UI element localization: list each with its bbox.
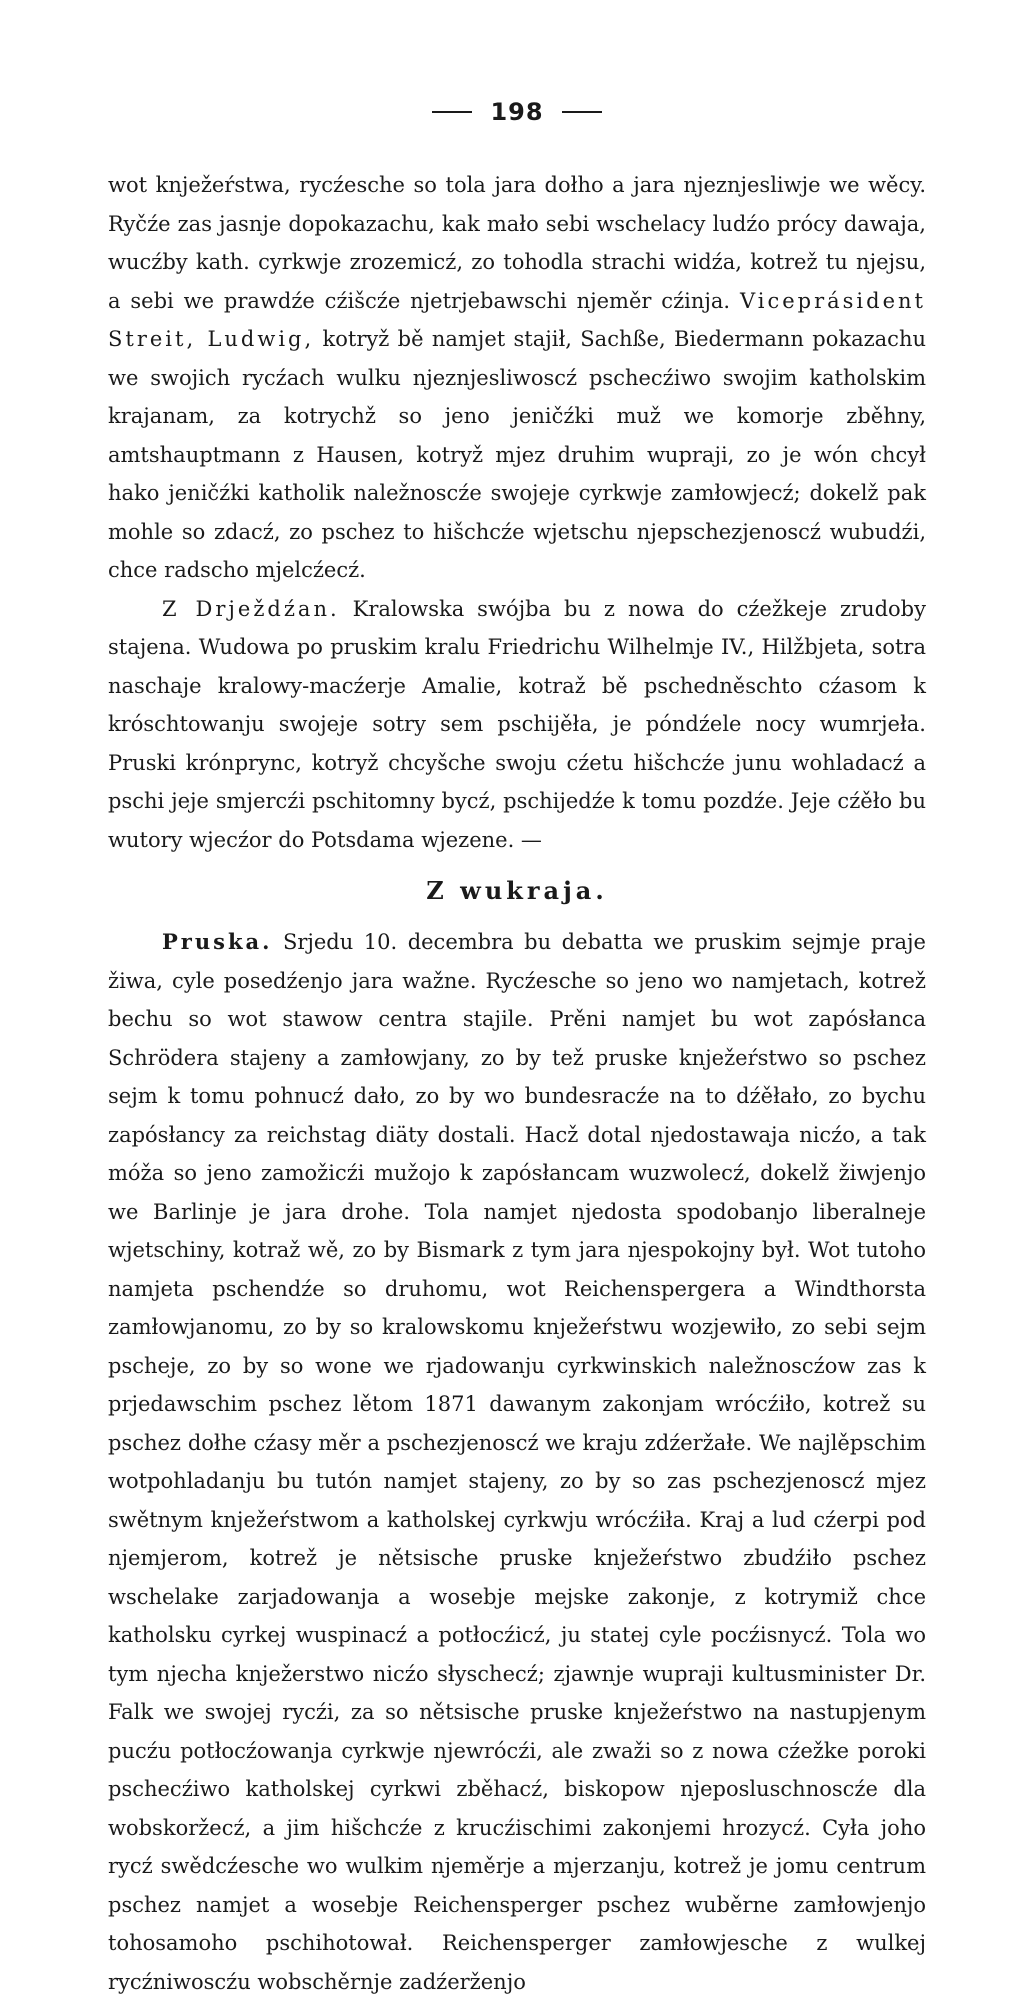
paragraph-text: Srjedu 10. decembra bu debatta we pruskim sejmje praje žiwa, cyle posedźenjo jara wažne. Rycźesche so jeno wo namjetach, kotrež bechu so wot stawow centra stajile. Prěni namjet bu wot zapósłanca Schrödera stajeny a zamłowjany, zo by tež pruske knježeŕstwo so pschez sejm k tomu pohnucź dało, zo by wo bundesracźe na to dźěłało, zo bychu zapósłancy za reichstag diäty dostali. Hacž dotal njedostawaja nicźo, a tak móža so jeno zamožicźi mužojo k zapósłancam wuzwolecź, dokelž žiwjenjo we Barlinje je jara drohe. Tola namjet njedosta spodobanjo liberalneje wjetschiny, kotraž wě, zo by Bismark z tym jara njespokojny był. Wot tutoho namjeta pschendźe so druhomu, wot Reichenspergera a Windthorsta zamłowjanomu, zo by so kralowskomu knježeŕstwu wozjewiło, zo sebi sejm pscheje, zo by so wone we rjadowanju cyrkwinskich naležnoscźow zas k prjedawschim pschez lětom 1871 dawanym zakonjam wrócźiło, kotrež su pschez dołhe cźasy měr a pschezjenoscź we kraju zdźeržałe. We najlěpschim wotpohladanju bu tutón namjet stajeny, zo by so zas pschezjenoscź mjez swětnym knježeŕstwom a katholskej cyrkwju wrócźiła. Kraj a lud cźerpi pod njemjerom, kotrež je nětsische pruske knježeŕstwo zbudźiło pschez wschelake zarjadowanja a wosebje mejske zakonje, z kotrymiž chce katholsku cyrkej wuspinacź a potłocźicź, ju statej cyle pocźisnycź. Tola wo tym njecha knježerstwo nicźo słyschecź; zjawnje wupraji kultusminister Dr. Falk we swojej rycźi, za so nětsische pruske knježeŕstwo na nastupjenym pucźu potłocźowanja cyrkwje njewrócźi, ale zwaži so z nowa cźežke poroki pschecźiwo katholskej cyrkwi zběhacź, biskopow njeposluschnoscźe dla wobskoržecź, a jim hišchcźe z krucźischimi zakonjemi hrozycź. Cyła joho rycź swědcźesche wo wulkim njeměrje a mjerzanju, kotrež je jomu centrum pschez namjet a wosebje Reichensperger pschez wuběrne zamłowjenjo tohosamoho pschihotował. Reichensperger zamłowjesche z wulkej rycźniwoscźu wobschěrnje zadźerženjo: [108, 930, 926, 1994]
left-dash: [432, 111, 472, 113]
paragraph-prussia: [108, 923, 926, 2001]
page-header: [108, 92, 926, 132]
speaker-names: Viceprásident Streit, Ludwig,: [108, 288, 926, 351]
article-body: [108, 166, 926, 2001]
paragraph-text: wot knježeŕstwa, rycźesche so tola jara dołho a jara njeznjesliwje we wěcy. Ryčźe zas jasnje dopokazachu, kak mało sebi wschelacy ludźo prócy dawaja, wucźby kath. cyrkwje zrozemicź, zo tohodla strachi widźa, kotrež tu njejsu, a sebi we prawdźe cźišcźe njetrjebawschi njeměr cźinja.: [108, 173, 926, 313]
page-number: 198: [490, 98, 544, 126]
paragraph-text: kotryž bě namjet stajił, Sachße, Biedermann pokazachu we swojich rycźach wulku njeznjesliwoscź pschecźiwo swojim katholskim krajanam, za kotrychž so jeno jeničźki muž we komorje zběhny, amtshauptmann z Hausen, kotryž mjez druhim wupraji, zo je wón chcył hako jeničźki katholik naležnoscźe swojeje cyrkwje zamłowjecź; dokelž pak mohle so zdacź, zo pschez to hišchcźe wjetschu njepschezjenoscź wubudźi, chce radscho mjelcźecź.: [108, 327, 926, 582]
dateline: Z Drježdźan.: [162, 596, 340, 621]
paragraph-continuation: [108, 166, 926, 590]
section-heading: Z wukraja.: [426, 876, 608, 905]
page: [108, 92, 926, 2001]
paragraph-text: Kralowska swójba bu z nowa do cźežkeje zrudoby stajena. Wudowa po pruskim kralu Friedrichu Wilhelmje IV., Hilžbjeta, sotra naschaje kralowy-macźerje Amalie, kotraž bě pschedněschto cźasom k króschtowanju swojeje sotry sem pschijěła, je póndźele nocy wumrjeła. Pruski krónprync, kotryž chcyšche swoju cźetu hišchcźe junu wohladacź a pschi jeje smjercźi pschitomny bycź, pschijedźe k tomu pozdźe. Jeje cźěło bu wutory wjecźor do Potsdama wjezene. —: [108, 596, 926, 852]
right-dash: [562, 111, 602, 113]
paragraph-dresden: [108, 590, 926, 860]
dateline: Pruska.: [162, 929, 273, 954]
